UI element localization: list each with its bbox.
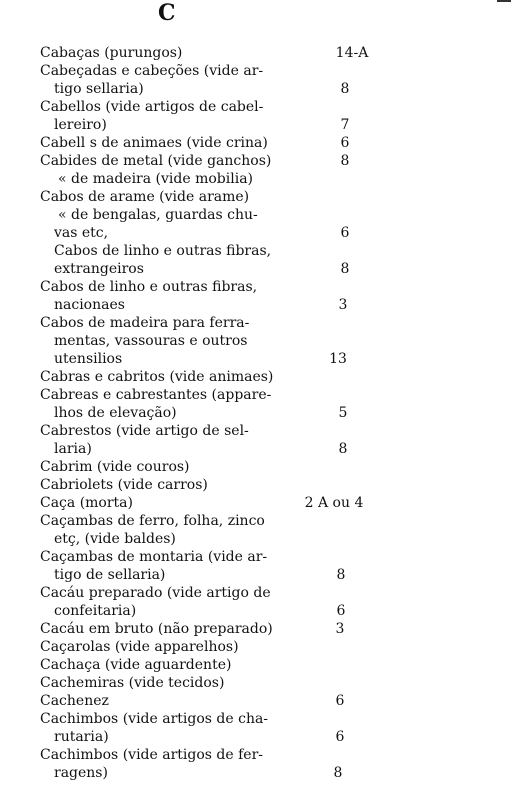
entry-text: Cachimbos (vide artigos de fer- <box>40 747 263 763</box>
index-entry <box>0 188 511 206</box>
index-entry <box>0 404 511 422</box>
entry-text: lhos de elevação) <box>54 405 177 421</box>
index-entry <box>0 80 511 98</box>
entry-table-number: 8 <box>333 765 343 781</box>
index-entry <box>0 422 511 440</box>
index-entry <box>0 494 511 512</box>
entry-table-number: 2 A ou 4 <box>304 495 364 511</box>
index-entry <box>0 170 511 188</box>
index-entry <box>0 242 511 260</box>
entry-text: Caçambas de ferro, folha, zinco <box>40 513 265 529</box>
entry-text: Cabos de linho e outras fibras, <box>54 243 272 259</box>
entry-table-number: 6 <box>340 135 350 151</box>
entry-text: « de madeira (vide mobilia) <box>58 171 254 187</box>
index-entry <box>0 152 511 170</box>
index-entry <box>0 260 511 278</box>
index-entry <box>0 98 511 116</box>
entry-text: Cabos de madeira para ferra- <box>40 315 250 331</box>
entry-table-number: 6 <box>335 693 345 709</box>
entry-table-number: 7 <box>340 117 350 133</box>
entry-text: Cachimbos (vide artigos de cha- <box>40 711 269 727</box>
entry-text: mentas, vassouras e outros <box>54 333 248 349</box>
entry-table-number: 6 <box>335 729 345 745</box>
corner-mark <box>497 0 511 2</box>
index-entry <box>0 764 511 782</box>
entry-table-number: 3 <box>335 621 345 637</box>
entry-text: nacionaes <box>54 297 125 313</box>
entry-text: laria) <box>54 441 92 457</box>
index-entry <box>0 458 511 476</box>
index-entry <box>0 584 511 602</box>
index-entry <box>0 314 511 332</box>
entry-text: Cachemiras (vide tecidos) <box>40 675 225 691</box>
entry-table-number: 8 <box>340 261 350 277</box>
entry-table-number: 13 <box>329 351 347 367</box>
index-entry <box>0 332 511 350</box>
index-entry <box>0 566 511 584</box>
entry-text: Cachenez <box>40 693 109 709</box>
index-entry <box>0 350 511 368</box>
entry-text: Cabrestos (vide artigo de sel- <box>40 423 249 439</box>
entry-text: Cabras e cabritos (vide animaes) <box>40 369 274 385</box>
entry-table-number: 8 <box>336 567 346 583</box>
entry-text: tigo sellaria) <box>54 81 144 97</box>
index-entry <box>0 476 511 494</box>
index-entry <box>0 728 511 746</box>
index-entry <box>0 620 511 638</box>
entry-text: Cabreas e cabrestantes (appare- <box>40 387 272 403</box>
entry-text: Cabos de linho e outras fibras, <box>40 279 258 295</box>
entry-text: ragens) <box>54 765 108 781</box>
entry-text: Cabellos (vide artigos de cabel- <box>40 99 264 115</box>
entry-table-number: 6 <box>336 603 346 619</box>
entry-text: Cachaça (vide aguardente) <box>40 657 232 673</box>
entry-text: Cacáu em bruto (não preparado) <box>40 621 273 637</box>
entry-text: extrangeiros <box>54 261 144 277</box>
index-entry <box>0 386 511 404</box>
index-entry <box>0 530 511 548</box>
index-entry <box>0 746 511 764</box>
entry-text: confeitaria) <box>54 603 137 619</box>
index-entry <box>0 134 511 152</box>
index-entry <box>0 512 511 530</box>
entry-table-number: 8 <box>338 441 348 457</box>
entry-text: etç, (vide baldes) <box>54 531 176 547</box>
index-entry <box>0 278 511 296</box>
index-entry <box>0 548 511 566</box>
index-entry <box>0 62 511 80</box>
entry-text: Cabides de metal (vide ganchos) <box>40 153 272 169</box>
entry-text: Cabrim (vide couros) <box>40 459 190 475</box>
index-entry <box>0 206 511 224</box>
index-entry <box>0 638 511 656</box>
entry-text: tigo de sellaria) <box>54 567 166 583</box>
entry-table-number: 6 <box>340 225 350 241</box>
entry-table-number: 8 <box>340 153 350 169</box>
index-entry <box>0 116 511 134</box>
entry-text: Cabell s de animaes (vide crina) <box>40 135 268 151</box>
index-entry <box>0 602 511 620</box>
entry-text: vas etc, <box>54 225 109 241</box>
entry-text: Cabaças (purungos) <box>40 45 183 61</box>
index-entry <box>0 296 511 314</box>
index-entry <box>0 368 511 386</box>
index-entry <box>0 224 511 242</box>
entry-text: Cabeçadas e cabeções (vide ar- <box>40 63 264 79</box>
index-entry <box>0 692 511 710</box>
index-entry <box>0 710 511 728</box>
entry-text: Cabos de arame (vide arame) <box>40 189 250 205</box>
entry-text: Cacáu preparado (vide artigo de <box>40 585 271 601</box>
entry-text: Caçambas de montaria (vide ar- <box>40 549 268 565</box>
entry-table-number: 5 <box>338 405 348 421</box>
entry-text: Caça (morta) <box>40 495 133 511</box>
entry-text: « de bengalas, guardas chu- <box>58 207 258 223</box>
entry-text: rutaria) <box>54 729 109 745</box>
index-entry <box>0 674 511 692</box>
entry-table-number: 8 <box>340 81 350 97</box>
index-entry <box>0 44 511 62</box>
index-entry <box>0 656 511 674</box>
entry-table-number: 14-A <box>335 45 369 61</box>
entry-text: lereiro) <box>54 117 107 133</box>
entry-text: Caçarolas (vide apparelhos) <box>40 639 239 655</box>
index-entry <box>0 440 511 458</box>
entry-text: utensilios <box>54 351 123 367</box>
entry-table-number: 3 <box>338 297 348 313</box>
section-letter: C <box>158 0 176 26</box>
entry-text: Cabriolets (vide carros) <box>40 477 208 493</box>
